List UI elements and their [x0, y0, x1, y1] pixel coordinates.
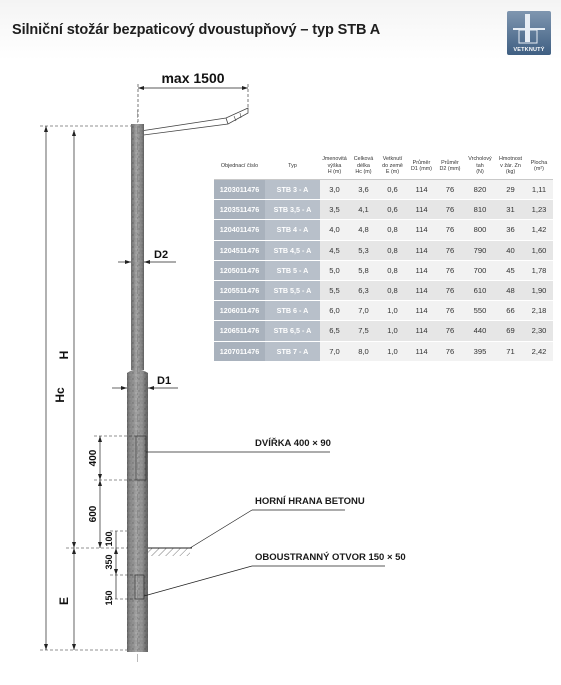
- column-header-line: (kg): [505, 169, 516, 176]
- column-header-line: Hc (m): [355, 169, 372, 176]
- column-header-line: Průměr: [412, 159, 431, 166]
- concrete-edge-label: HORNÍ HRANA BETONU: [255, 496, 365, 507]
- dim-600: 600: [88, 505, 99, 523]
- spec-table: [214, 153, 553, 362]
- type-cell: STB 6 - A: [265, 301, 320, 321]
- value-cell: 76: [436, 180, 464, 200]
- order-number-cell: 1207011476: [214, 341, 265, 361]
- column-header-line: v žár. Zn: [500, 162, 521, 169]
- value-cell: 4,1: [349, 200, 378, 220]
- value-cell: 114: [407, 341, 436, 361]
- dim-400: 400: [88, 449, 99, 467]
- type-cell: STB 4 - A: [265, 220, 320, 240]
- value-cell: 114: [407, 301, 436, 321]
- value-cell: 76: [436, 260, 464, 280]
- door-label: DVÍŘKA 400 × 90: [255, 438, 331, 449]
- d2-label: D2: [154, 249, 169, 261]
- value-cell: 114: [407, 260, 436, 280]
- column-header-line: D1 (mm): [411, 166, 432, 172]
- order-number-cell: 1204511476: [214, 240, 265, 260]
- arm-dimension-label: max 1500: [161, 70, 225, 86]
- value-cell: 114: [407, 321, 436, 341]
- column-header-line: Vetknutí: [382, 156, 403, 163]
- column-header-line: výška: [327, 162, 342, 169]
- value-cell: 40: [496, 240, 525, 260]
- value-cell: 4,0: [320, 220, 349, 240]
- ground-line: [148, 548, 192, 556]
- column-header-line: tah: [476, 162, 484, 169]
- order-number-cell: 1203011476: [214, 180, 265, 200]
- column-header-line: do země: [382, 162, 403, 169]
- value-cell: 31: [496, 200, 525, 220]
- column-header: [496, 153, 525, 180]
- order-number-cell: 1203511476: [214, 200, 265, 220]
- hc-label: Hc: [53, 387, 67, 403]
- value-cell: 6,5: [320, 321, 349, 341]
- type-cell: STB 3,5 - A: [265, 200, 320, 220]
- column-header: [320, 153, 349, 180]
- value-cell: 7,0: [349, 301, 378, 321]
- value-cell: 2,30: [525, 321, 553, 341]
- value-cell: 3,6: [349, 180, 378, 200]
- value-cell: 5,5: [320, 280, 349, 300]
- value-cell: 76: [436, 280, 464, 300]
- value-cell: 440: [464, 321, 496, 341]
- value-cell: 1,23: [525, 200, 553, 220]
- value-cell: 0,8: [378, 280, 407, 300]
- value-cell: 114: [407, 240, 436, 260]
- value-cell: 395: [464, 341, 496, 361]
- value-cell: 76: [436, 240, 464, 260]
- table-row: [214, 220, 553, 240]
- value-cell: 1,0: [378, 321, 407, 341]
- value-cell: 0,8: [378, 220, 407, 240]
- value-cell: 1,78: [525, 260, 553, 280]
- value-cell: 2,42: [525, 341, 553, 361]
- value-cell: 76: [436, 341, 464, 361]
- column-header: [378, 153, 407, 180]
- value-cell: 5,0: [320, 260, 349, 280]
- value-cell: 48: [496, 280, 525, 300]
- value-cell: 4,5: [320, 240, 349, 260]
- value-cell: 550: [464, 301, 496, 321]
- dim-100: 100: [104, 531, 114, 547]
- value-cell: 5,8: [349, 260, 378, 280]
- column-header-line: Jmenovitá: [322, 156, 347, 163]
- table-row: [214, 280, 553, 300]
- column-header-line: Celková: [353, 156, 374, 163]
- type-cell: STB 5,5 - A: [265, 280, 320, 300]
- value-cell: 1,11: [525, 180, 553, 200]
- leader-lines: [144, 452, 385, 596]
- value-cell: 71: [496, 341, 525, 361]
- column-header-line: Hmotnost: [498, 156, 523, 163]
- column-header-line: Průměr: [441, 159, 459, 166]
- value-cell: 114: [407, 220, 436, 240]
- value-cell: 0,6: [378, 200, 407, 220]
- value-cell: 1,42: [525, 220, 553, 240]
- value-cell: 6,3: [349, 280, 378, 300]
- cable-hole-label: OBOUSTRANNÝ OTVOR 150 × 50: [255, 552, 406, 563]
- value-cell: 76: [436, 321, 464, 341]
- column-header: [265, 153, 320, 180]
- value-cell: 76: [436, 200, 464, 220]
- value-cell: 76: [436, 220, 464, 240]
- column-header: [349, 153, 378, 180]
- column-header-line: H (m): [327, 169, 342, 176]
- column-header: [525, 153, 553, 180]
- d1-label: D1: [157, 375, 172, 387]
- value-cell: 0,6: [378, 180, 407, 200]
- dim-350: 350: [104, 554, 114, 570]
- value-cell: 820: [464, 180, 496, 200]
- value-cell: 114: [407, 200, 436, 220]
- value-cell: 2,18: [525, 301, 553, 321]
- column-header-line: Typ: [288, 162, 297, 169]
- value-cell: 6,0: [320, 301, 349, 321]
- column-header-line: délka: [357, 162, 370, 169]
- table-row: [214, 240, 553, 260]
- value-cell: 36: [496, 220, 525, 240]
- order-number-cell: 1204011476: [214, 220, 265, 240]
- value-cell: 610: [464, 280, 496, 300]
- e-label: E: [57, 596, 71, 606]
- dim-150: 150: [104, 590, 114, 606]
- order-number-cell: 1205011476: [214, 260, 265, 280]
- table-row: [214, 260, 553, 280]
- order-number-cell: 1206511476: [214, 321, 265, 341]
- column-header: [214, 153, 265, 180]
- table-row: [214, 341, 553, 361]
- order-number-cell: 1206011476: [214, 301, 265, 321]
- column-header-line: D2 (mm): [439, 166, 461, 172]
- d2-dimension: [118, 249, 176, 264]
- value-cell: 114: [407, 180, 436, 200]
- column-header-line: Plocha: [530, 159, 548, 166]
- column-header: [464, 153, 496, 180]
- table-row: [214, 180, 553, 200]
- table-row: [214, 301, 553, 321]
- value-cell: 45: [496, 260, 525, 280]
- luminaire-arm: [134, 108, 248, 136]
- value-cell: 69: [496, 321, 525, 341]
- column-header: [407, 153, 436, 180]
- column-header-line: (N): [476, 169, 484, 176]
- value-cell: 800: [464, 220, 496, 240]
- table-row: [214, 321, 553, 341]
- value-cell: 7,0: [320, 341, 349, 361]
- column-header-line: Objednací číslo: [220, 162, 259, 169]
- value-cell: 66: [496, 301, 525, 321]
- value-cell: 0,8: [378, 240, 407, 260]
- type-cell: STB 4,5 - A: [265, 240, 320, 260]
- order-number-cell: 1205511476: [214, 280, 265, 300]
- table-header-row: [214, 153, 553, 180]
- type-cell: STB 3 - A: [265, 180, 320, 200]
- value-cell: 1,0: [378, 301, 407, 321]
- value-cell: 0,8: [378, 260, 407, 280]
- column-header-line: E (m): [385, 169, 400, 176]
- value-cell: 3,5: [320, 200, 349, 220]
- value-cell: 1,90: [525, 280, 553, 300]
- h-dimension: [57, 130, 76, 548]
- value-cell: 3,0: [320, 180, 349, 200]
- column-header-line: Vrcholový: [468, 156, 492, 163]
- table-row: [214, 200, 553, 220]
- value-cell: 700: [464, 260, 496, 280]
- page-title: Silniční stožár bezpaticový dvoustupňový – typ STB A: [12, 22, 381, 38]
- column-header: [436, 153, 464, 180]
- value-cell: 7,5: [349, 321, 378, 341]
- value-cell: 1,0: [378, 341, 407, 361]
- value-cell: 1,60: [525, 240, 553, 260]
- value-cell: 29: [496, 180, 525, 200]
- value-cell: 4,8: [349, 220, 378, 240]
- value-cell: 114: [407, 280, 436, 300]
- value-cell: 8,0: [349, 341, 378, 361]
- h-label: H: [57, 350, 71, 360]
- value-cell: 810: [464, 200, 496, 220]
- type-cell: STB 5 - A: [265, 260, 320, 280]
- value-cell: 790: [464, 240, 496, 260]
- value-cell: 76: [436, 301, 464, 321]
- column-header-line: (m²): [534, 166, 544, 172]
- type-cell: STB 6,5 - A: [265, 321, 320, 341]
- type-cell: STB 7 - A: [265, 341, 320, 361]
- badge-label: VETKNUTÝ: [513, 47, 545, 53]
- value-cell: 5,3: [349, 240, 378, 260]
